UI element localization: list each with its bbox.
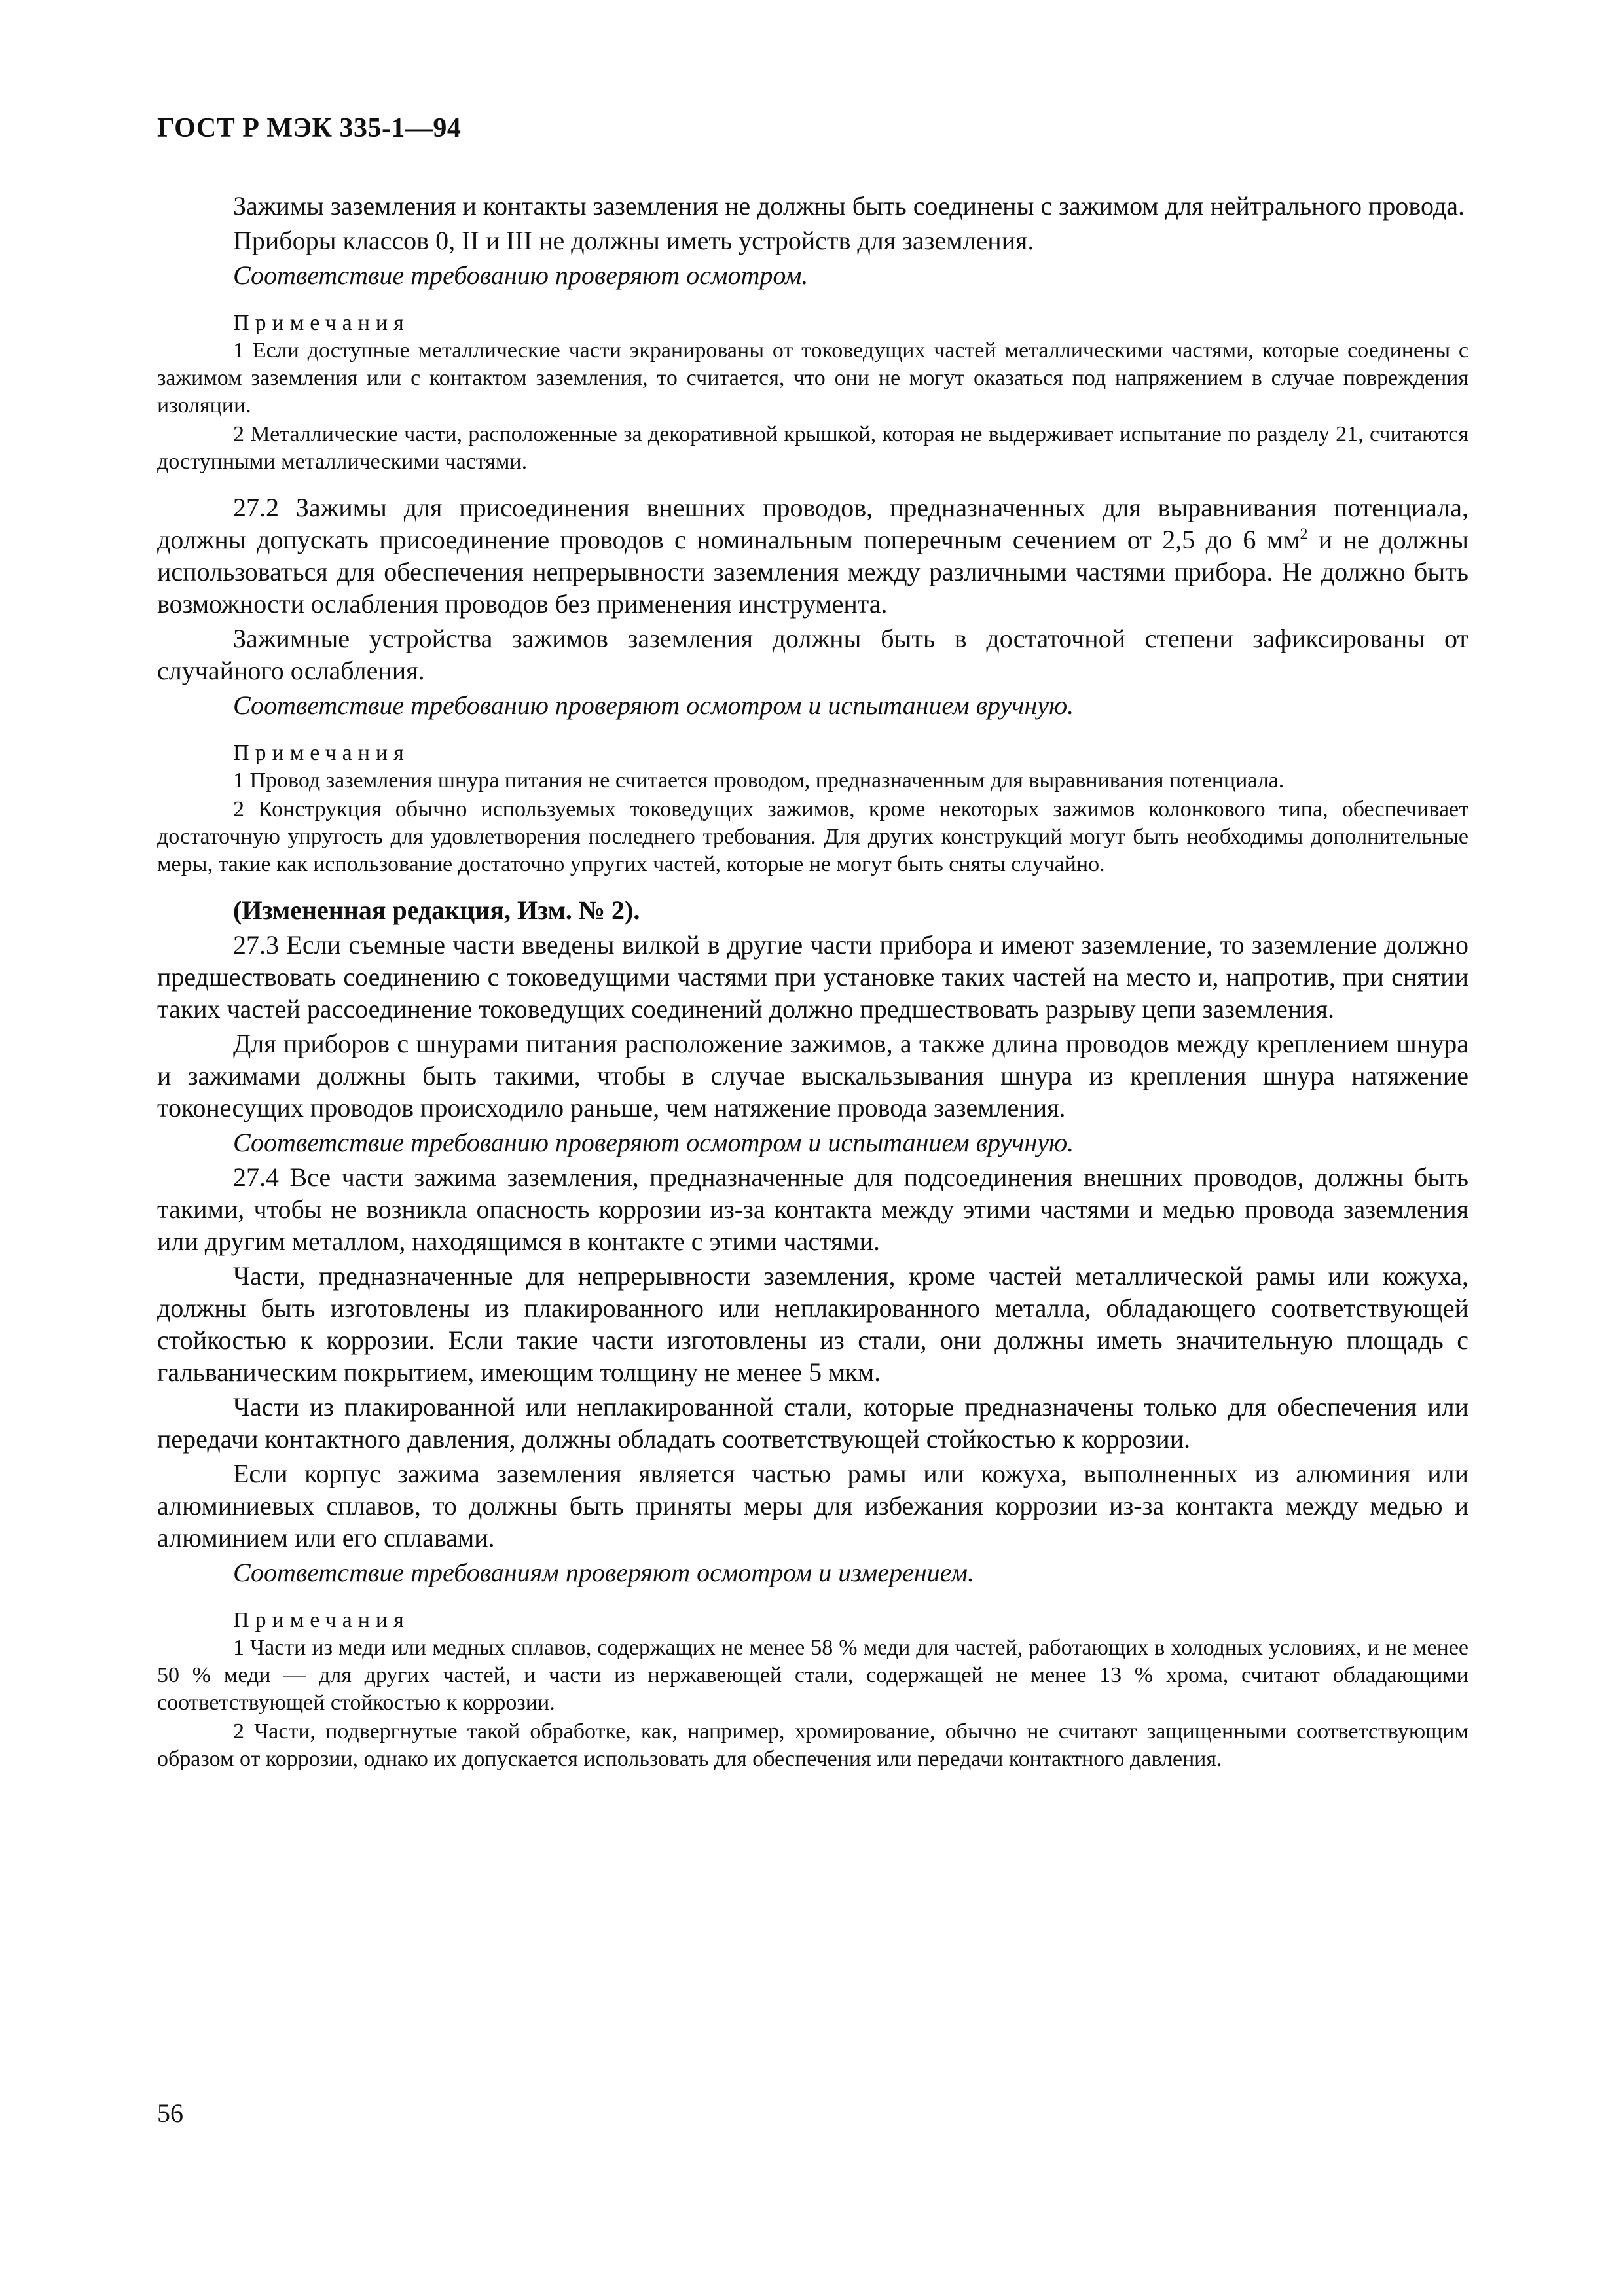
notes-heading: Примечания [233, 741, 410, 765]
compliance-statement: Соответствие требованию проверяют осмотром и испытанием вручную. [233, 1128, 1074, 1157]
note-item: 1 Если доступные металлические части экранированы от токоведущих частей металлическими частями, которые соединены с зажимом заземления или с контактом заземления, то считается, что они не могут оказаться под напряжением в случае повреждения изоляции. [157, 338, 1468, 418]
paragraph: Зажимные устройства зажимов заземления должны быть в достаточной степени зафиксированы от случайного ослабления. [157, 624, 1468, 685]
paragraph: Для приборов с шнурами питания расположение зажимов, а также длина проводов между креплением шнура и зажимами должны быть такими, чтобы в случае выскальзывания шнура из крепления шнура натяжение токонесущих проводов происходило раньше, чем натяжение провода заземления. [157, 1029, 1468, 1122]
paragraph: Если корпус зажима заземления является частью рамы или кожуха, выполненных из алюминия или алюминиевых сплавов, то должны быть приняты меры для избежания коррозии из-за контакта между медью и алюминием или его сплавами. [157, 1459, 1468, 1552]
paragraph: Зажимы заземления и контакты заземления не должны быть соединены с зажимом для нейтрального провода. [233, 191, 1465, 221]
paragraph: 27.3 Если съемные части введены вилкой в другие части прибора и имеют заземление, то заземление должно предшествовать соединению с токоведущими частями при установке таких частей на место и, напротив, при снятии таких частей рассоединение токоведущих соединений должно предшествовать разрыву цепи заземления. [157, 930, 1468, 1024]
paragraph: Части, предназначенные для непрерывности заземления, кроме частей металлической рамы или кожуха, должны быть изготовлены из плакированного или неплакированного металла, обладающего соответствующей стойкостью к коррозии. Если такие части изготовлены из стали, они должны иметь значительную площадь с гальваническим покрытием, имеющим толщину не менее 5 мкм. [157, 1261, 1468, 1387]
compliance-statement: Соответствие требованию проверяют осмотром. [233, 260, 809, 290]
paragraph: Приборы классов 0, II и III не должны иметь устройств для заземления. [233, 226, 1034, 255]
paragraph-text: и не должны использоваться для обеспечения непрерывности заземления между различными частями прибора. Не должно быть возможности ослабления проводов без применения инструмента. [157, 525, 1468, 619]
document-body [157, 190, 1468, 1774]
notes-heading: Примечания [233, 311, 410, 335]
paragraph [157, 492, 1468, 620]
note-item: 1 Части из меди или медных сплавов, содержащих не менее 58 % меди для частей, работающих в холодных условиях, и не менее 50 % меди — для других частей, и части из нержавеющей стали, содержащей не менее 13 % хрома, считают обладающими соответствующей стойкостью к коррозии. [157, 1636, 1468, 1715]
notes-heading: Примечания [233, 1608, 410, 1632]
paragraph: 27.4 Все части зажима заземления, предназначенные для подсоединения внешних проводов, должны быть такими, чтобы не возникла опасность коррозии из-за контакта между этими частями и медью провода заземления или другим металлом, находящимся в контакте с этими частями. [157, 1162, 1468, 1256]
note-item: 2 Конструкция обычно используемых токоведущих зажимов, кроме некоторых зажимов колонкового типа, обеспечивает достаточную упругость для удовлетворения последнего требования. Для других конструкций могут быть необходимы дополнительные меры, такие как использование достаточно упругих частей, которые не могут быть сняты случайно. [157, 797, 1468, 876]
note-item: 1 Провод заземления шнура питания не считается проводом, предназначенным для выравнивания потенциала. [233, 768, 1285, 793]
superscript: 2 [1300, 526, 1308, 543]
spacer [157, 477, 1468, 492]
note-item: 2 Металлические части, расположенные за декоративной крышкой, которая не выдерживает испытание по разделу 21, считаются доступными металлическими частями. [157, 422, 1468, 474]
amendment-note: (Измененная редакция, Изм. № 2). [233, 895, 640, 925]
document-header: ГОСТ Р МЭК 335-1—94 [157, 113, 462, 143]
paragraph: Части из плакированной или неплакированной стали, которые предназначены только для обеспечения или передачи контактного давления, должны обладать соответствующей стойкостью к коррозии. [157, 1392, 1468, 1454]
compliance-statement: Соответствие требованиям проверяют осмотром и измерением. [233, 1558, 975, 1587]
spacer [157, 880, 1468, 894]
compliance-statement: Соответствие требованию проверяют осмотром и испытанием вручную. [233, 691, 1074, 720]
paragraph-text: 27.2 Зажимы для присоединения внешних проводов, предназначенных для выравнивания потенциала, должны допускать присоединение проводов с номинальным поперечным сечением от 2,5 до 6 мм [157, 493, 1468, 554]
note-item: 2 Части, подвергнутые такой обработке, как, например, хромирование, обычно не считают защищенными соответствующим образом от коррозии, однако их допускается использовать для обеспечения или передачи контактного давления. [157, 1719, 1468, 1771]
page-number: 56 [157, 2098, 183, 2128]
